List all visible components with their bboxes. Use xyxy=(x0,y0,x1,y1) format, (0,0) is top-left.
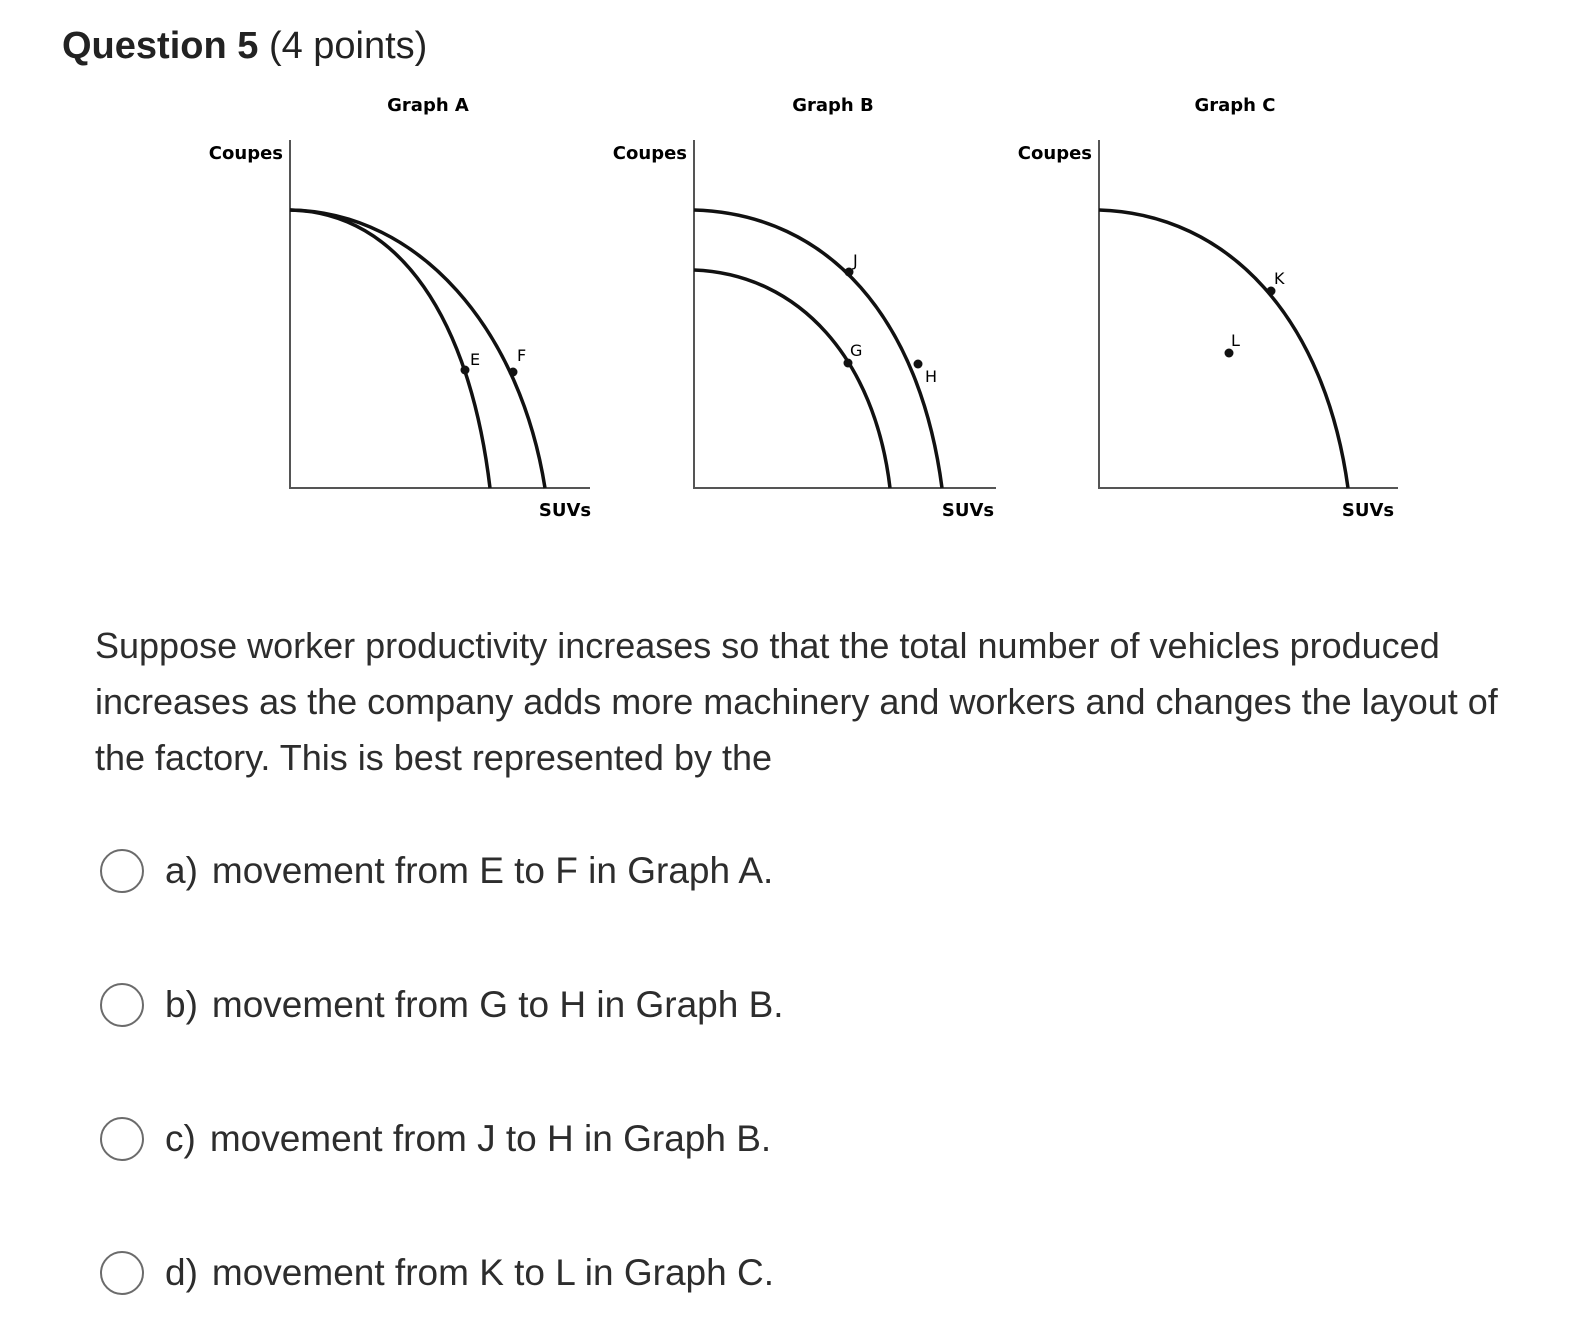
option-text: movement from E to F in Graph A. xyxy=(211,850,774,891)
option-letter: b) xyxy=(165,984,198,1025)
point-l-label: L xyxy=(1231,331,1240,350)
option-text: movement from G to H in Graph B. xyxy=(211,984,784,1025)
point-e-label: E xyxy=(470,350,481,369)
ppf-curve-outer xyxy=(290,210,545,488)
x-axis-label: SUVs xyxy=(1341,500,1395,521)
graph-a xyxy=(209,95,591,521)
graph-c xyxy=(1018,95,1398,521)
radio-button-d[interactable] xyxy=(100,1251,144,1295)
ppf-curve-inner xyxy=(290,210,490,488)
option-letter: d) xyxy=(165,1252,198,1293)
option-d-label xyxy=(165,1252,774,1294)
option-letter: c) xyxy=(165,1118,196,1159)
radio-button-c[interactable] xyxy=(100,1117,144,1161)
point-j-label: J xyxy=(853,251,858,270)
question-label: Question 5 xyxy=(62,25,259,67)
point-k-label: K xyxy=(1274,269,1285,288)
graph-b xyxy=(613,95,996,521)
option-b-label xyxy=(165,984,784,1026)
point-h-marker xyxy=(914,360,923,369)
option-letter: a) xyxy=(165,850,198,891)
option-d[interactable] xyxy=(100,1248,774,1298)
option-c[interactable] xyxy=(100,1114,771,1164)
ppf-curve-inner xyxy=(694,270,890,488)
ppf-curve xyxy=(1099,210,1348,488)
point-f-marker xyxy=(509,368,518,377)
option-a[interactable] xyxy=(100,846,773,896)
option-text: movement from J to H in Graph B. xyxy=(209,1118,772,1159)
point-f-label: F xyxy=(517,346,527,365)
y-axis-label: Coupes xyxy=(208,143,283,164)
y-axis-label: Coupes xyxy=(1017,143,1092,164)
radio-button-a[interactable] xyxy=(100,849,144,893)
graph-title: Graph A xyxy=(387,95,469,116)
option-b[interactable] xyxy=(100,980,784,1030)
point-g-label: G xyxy=(850,341,863,360)
y-axis-label: Coupes xyxy=(612,143,687,164)
ppf-curve-outer xyxy=(694,210,942,488)
radio-button-b[interactable] xyxy=(100,983,144,1027)
option-c-label xyxy=(165,1118,771,1160)
question-points: (4 points) xyxy=(268,25,428,67)
graph-title: Graph B xyxy=(792,95,874,116)
point-e-marker xyxy=(461,366,470,375)
x-axis-label: SUVs xyxy=(941,500,995,521)
point-h-label: H xyxy=(925,367,938,386)
graph-title: Graph C xyxy=(1194,95,1276,116)
option-a-label xyxy=(165,850,773,892)
x-axis-label: SUVs xyxy=(538,500,592,521)
question-prompt: Suppose worker productivity increases so that the total number of vehicles produced increases as the company adds more machinery and workers and changes the layout of the factory. This is best represented by the xyxy=(95,625,1498,778)
ppf-graphs-figure xyxy=(0,0,1592,560)
option-text: movement from K to L in Graph C. xyxy=(211,1252,774,1293)
